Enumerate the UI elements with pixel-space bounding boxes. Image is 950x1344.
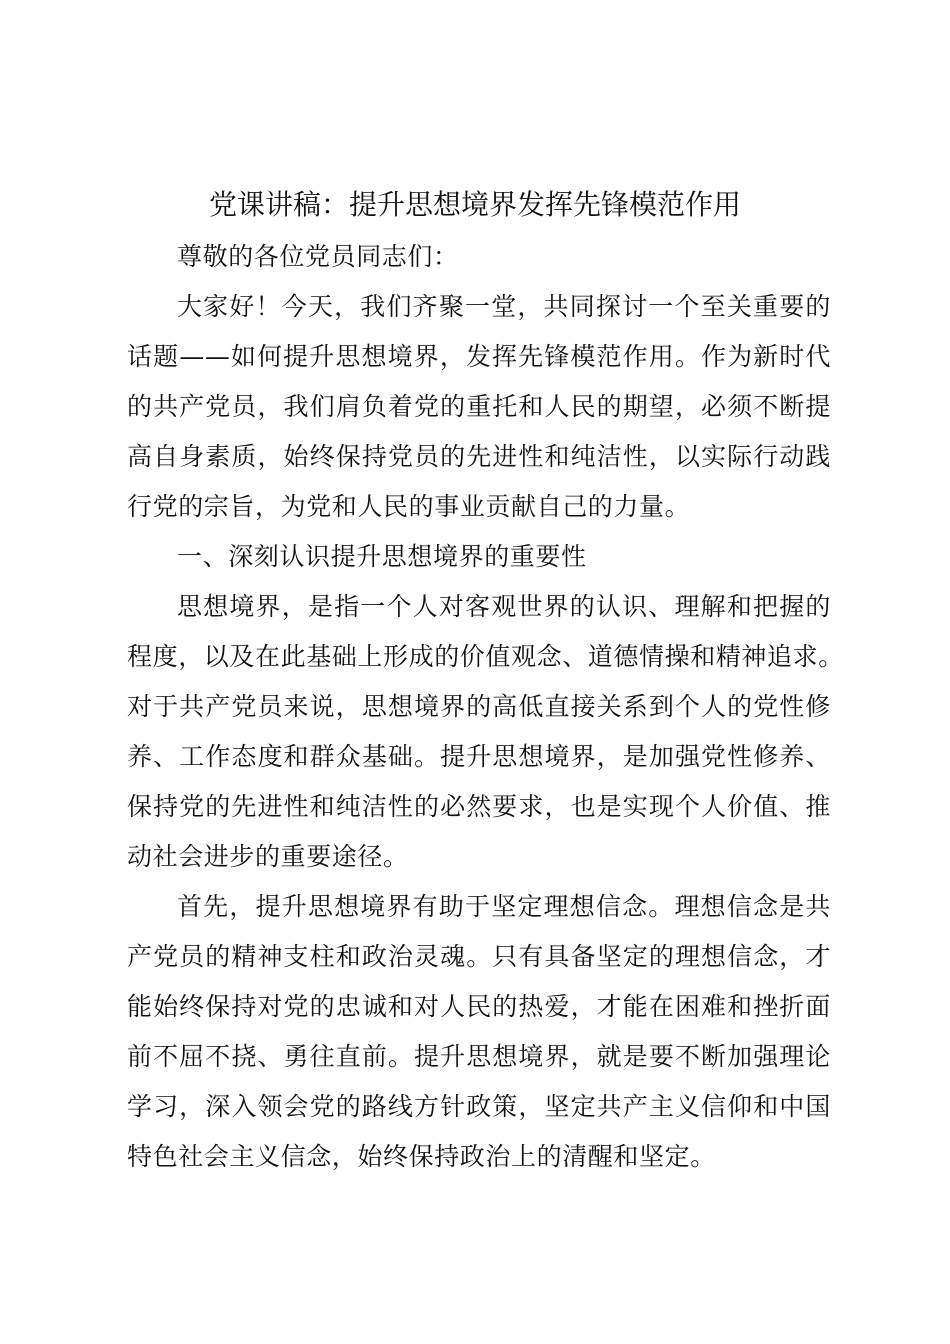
text-line: 程度，以及在此基础上形成的价值观念、道德情操和精神追求。: [127, 642, 844, 671]
text-line: 话题——如何提升思想境界，发挥先锋模范作用。作为新时代: [127, 342, 831, 371]
text-line: 学习，深入领会党的路线方针政策，坚定共产主义信仰和中国: [127, 1092, 831, 1121]
text-line: 产党员的精神支柱和政治灵魂。只有具备坚定的理想信念，才: [127, 942, 831, 971]
text-line: 大家好！今天，我们齐聚一堂，共同探讨一个至关重要的: [177, 292, 831, 321]
text-line: 首先，提升思想境界有助于坚定理想信念。理想信念是共: [177, 892, 831, 921]
paragraph-definition: [127, 582, 844, 882]
salutation-text: 尊敬的各位党员同志们：: [177, 242, 459, 271]
text-line: 前不屈不挠、勇往直前。提升思想境界，就是要不断加强理论: [127, 1042, 831, 1071]
text-line: 养、工作态度和群众基础。提升思想境界，是加强党性修养、: [127, 742, 831, 771]
section-heading-text: 一、深刻认识提升思想境界的重要性: [177, 542, 587, 571]
paragraph-intro: [127, 282, 831, 532]
salutation: [127, 232, 831, 282]
text-line: 特色社会主义信念，始终保持政治上的清醒和坚定。: [127, 1142, 716, 1171]
paragraph-first-point: [127, 882, 831, 1182]
section-heading: [127, 532, 831, 582]
text-line: 高自身素质，始终保持党员的先进性和纯洁性，以实际行动践: [127, 442, 831, 471]
text-line: 的共产党员，我们肩负着党的重托和人民的期望，必须不断提: [127, 392, 831, 421]
text-line: 对于共产党员来说，思想境界的高低直接关系到个人的党性修: [127, 692, 831, 721]
document-title: 党课讲稿：提升思想境界发挥先锋模范作用: [208, 188, 741, 221]
text-line: 思想境界，是指一个人对客观世界的认识、理解和把握的: [177, 592, 831, 621]
text-line: 行党的宗旨，为党和人民的事业贡献自己的力量。: [127, 492, 691, 521]
document-body: [127, 232, 844, 1182]
text-line: 能始终保持对党的忠诚和对人民的热爱，才能在困难和挫折面: [127, 992, 831, 1021]
text-line: 动社会进步的重要途径。: [127, 842, 409, 871]
text-line: 保持党的先进性和纯洁性的必然要求，也是实现个人价值、推: [127, 792, 831, 821]
